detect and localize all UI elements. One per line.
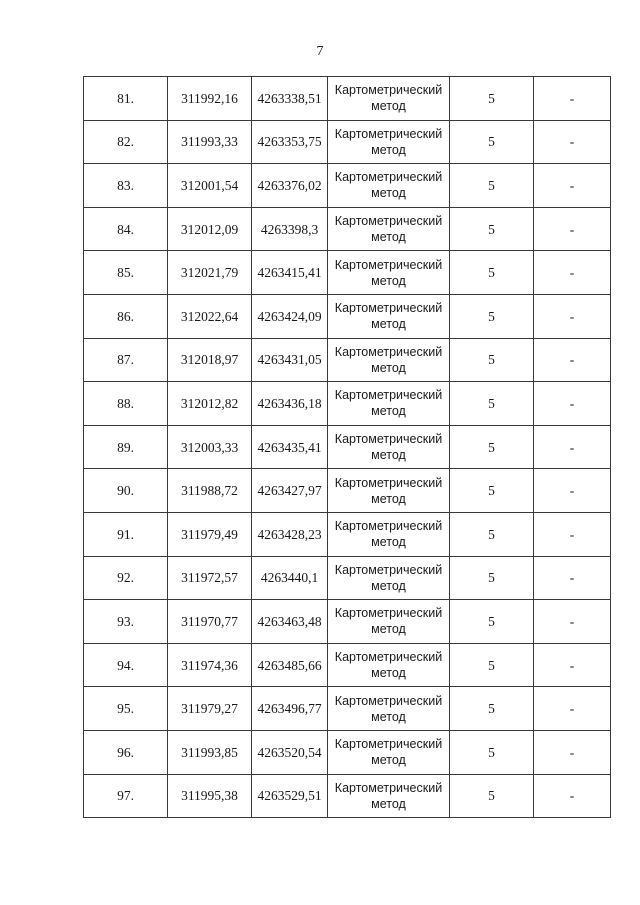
accuracy-cell: 5 xyxy=(450,469,534,513)
coordinates-table-body xyxy=(84,77,611,818)
accuracy-cell: 5 xyxy=(450,687,534,731)
method-cell xyxy=(328,512,450,556)
accuracy-cell: 5 xyxy=(450,294,534,338)
method-line-2: метод xyxy=(371,535,406,550)
method-cell xyxy=(328,338,450,382)
page-number: 7 xyxy=(316,44,324,59)
point-number-cell: 82. xyxy=(84,120,168,164)
point-number-cell: 93. xyxy=(84,600,168,644)
method-cell xyxy=(328,774,450,818)
y-coordinate-cell: 4263520,54 xyxy=(252,730,328,774)
point-number-cell: 84. xyxy=(84,207,168,251)
table-row xyxy=(84,687,611,731)
method-line-2: метод xyxy=(371,796,406,811)
table-row xyxy=(84,120,611,164)
method-line-2: метод xyxy=(371,273,406,288)
method-cell xyxy=(328,556,450,600)
method-cell xyxy=(328,687,450,731)
method-line-2: метод xyxy=(371,317,406,332)
y-coordinate-cell: 4263398,3 xyxy=(252,207,328,251)
x-coordinate-cell: 312022,64 xyxy=(168,294,252,338)
method-cell xyxy=(328,77,450,121)
note-cell: - xyxy=(534,294,611,338)
accuracy-cell: 5 xyxy=(450,164,534,208)
accuracy-cell: 5 xyxy=(450,512,534,556)
x-coordinate-cell: 311970,77 xyxy=(168,600,252,644)
method-line-1: Картометрический xyxy=(334,170,443,185)
point-number-cell: 88. xyxy=(84,382,168,426)
point-number-cell: 83. xyxy=(84,164,168,208)
method-line-2: метод xyxy=(371,186,406,201)
note-cell: - xyxy=(534,512,611,556)
note-cell: - xyxy=(534,338,611,382)
method-cell xyxy=(328,251,450,295)
note-cell: - xyxy=(534,207,611,251)
method-cell xyxy=(328,469,450,513)
table-row xyxy=(84,338,611,382)
coordinates-table xyxy=(83,76,611,818)
note-cell: - xyxy=(534,251,611,295)
method-line-1: Картометрический xyxy=(334,83,443,98)
point-number-cell: 85. xyxy=(84,251,168,295)
method-line-1: Картометрический xyxy=(334,562,443,577)
point-number-cell: 94. xyxy=(84,643,168,687)
method-line-2: метод xyxy=(371,142,406,157)
accuracy-cell: 5 xyxy=(450,774,534,818)
method-line-2: метод xyxy=(371,753,406,768)
y-coordinate-cell: 4263440,1 xyxy=(252,556,328,600)
point-number-cell: 81. xyxy=(84,77,168,121)
y-coordinate-cell: 4263529,51 xyxy=(252,774,328,818)
table-row xyxy=(84,600,611,644)
x-coordinate-cell: 312001,54 xyxy=(168,164,252,208)
method-line-2: метод xyxy=(371,709,406,724)
method-line-2: метод xyxy=(371,360,406,375)
point-number-cell: 89. xyxy=(84,425,168,469)
accuracy-cell: 5 xyxy=(450,338,534,382)
method-cell xyxy=(328,730,450,774)
point-number-cell: 91. xyxy=(84,512,168,556)
method-line-1: Картометрический xyxy=(334,344,443,359)
accuracy-cell: 5 xyxy=(450,730,534,774)
method-line-1: Картометрический xyxy=(334,780,443,795)
y-coordinate-cell: 4263496,77 xyxy=(252,687,328,731)
method-line-1: Картометрический xyxy=(334,475,443,490)
method-cell xyxy=(328,164,450,208)
table-row xyxy=(84,207,611,251)
accuracy-cell: 5 xyxy=(450,382,534,426)
y-coordinate-cell: 4263436,18 xyxy=(252,382,328,426)
accuracy-cell: 5 xyxy=(450,643,534,687)
method-line-1: Картометрический xyxy=(334,650,443,665)
method-line-1: Картометрический xyxy=(334,257,443,272)
x-coordinate-cell: 311972,57 xyxy=(168,556,252,600)
point-number-cell: 97. xyxy=(84,774,168,818)
note-cell: - xyxy=(534,600,611,644)
x-coordinate-cell: 311979,27 xyxy=(168,687,252,731)
table-row xyxy=(84,77,611,121)
method-line-2: метод xyxy=(371,448,406,463)
y-coordinate-cell: 4263376,02 xyxy=(252,164,328,208)
point-number-cell: 92. xyxy=(84,556,168,600)
method-line-1: Картометрический xyxy=(334,432,443,447)
y-coordinate-cell: 4263428,23 xyxy=(252,512,328,556)
table-row xyxy=(84,469,611,513)
table-row xyxy=(84,382,611,426)
x-coordinate-cell: 311993,85 xyxy=(168,730,252,774)
note-cell: - xyxy=(534,425,611,469)
y-coordinate-cell: 4263431,05 xyxy=(252,338,328,382)
method-line-1: Картометрический xyxy=(334,214,443,229)
method-line-1: Картометрический xyxy=(334,693,443,708)
method-line-2: метод xyxy=(371,404,406,419)
y-coordinate-cell: 4263415,41 xyxy=(252,251,328,295)
point-number-cell: 95. xyxy=(84,687,168,731)
method-line-1: Картометрический xyxy=(334,606,443,621)
y-coordinate-cell: 4263435,41 xyxy=(252,425,328,469)
x-coordinate-cell: 312012,82 xyxy=(168,382,252,426)
x-coordinate-cell: 312003,33 xyxy=(168,425,252,469)
note-cell: - xyxy=(534,643,611,687)
method-cell xyxy=(328,600,450,644)
method-line-2: метод xyxy=(371,622,406,637)
y-coordinate-cell: 4263427,97 xyxy=(252,469,328,513)
method-line-1: Картометрический xyxy=(334,301,443,316)
note-cell: - xyxy=(534,164,611,208)
x-coordinate-cell: 312018,97 xyxy=(168,338,252,382)
note-cell: - xyxy=(534,774,611,818)
y-coordinate-cell: 4263424,09 xyxy=(252,294,328,338)
method-cell xyxy=(328,643,450,687)
accuracy-cell: 5 xyxy=(450,556,534,600)
method-line-2: метод xyxy=(371,230,406,245)
method-cell xyxy=(328,120,450,164)
table-row xyxy=(84,164,611,208)
table-row xyxy=(84,512,611,556)
note-cell: - xyxy=(534,469,611,513)
method-cell xyxy=(328,294,450,338)
table-row xyxy=(84,730,611,774)
point-number-cell: 87. xyxy=(84,338,168,382)
method-line-1: Картометрический xyxy=(334,737,443,752)
x-coordinate-cell: 311988,72 xyxy=(168,469,252,513)
y-coordinate-cell: 4263353,75 xyxy=(252,120,328,164)
method-line-2: метод xyxy=(371,99,406,114)
point-number-cell: 96. xyxy=(84,730,168,774)
x-coordinate-cell: 312021,79 xyxy=(168,251,252,295)
x-coordinate-cell: 311992,16 xyxy=(168,77,252,121)
table-row xyxy=(84,774,611,818)
accuracy-cell: 5 xyxy=(450,77,534,121)
accuracy-cell: 5 xyxy=(450,251,534,295)
y-coordinate-cell: 4263463,48 xyxy=(252,600,328,644)
x-coordinate-cell: 311993,33 xyxy=(168,120,252,164)
accuracy-cell: 5 xyxy=(450,120,534,164)
method-line-2: метод xyxy=(371,578,406,593)
method-line-2: метод xyxy=(371,666,406,681)
y-coordinate-cell: 4263338,51 xyxy=(252,77,328,121)
accuracy-cell: 5 xyxy=(450,207,534,251)
method-cell xyxy=(328,425,450,469)
table-row xyxy=(84,251,611,295)
table-row xyxy=(84,425,611,469)
note-cell: - xyxy=(534,556,611,600)
x-coordinate-cell: 311979,49 xyxy=(168,512,252,556)
method-line-2: метод xyxy=(371,491,406,506)
x-coordinate-cell: 311974,36 xyxy=(168,643,252,687)
accuracy-cell: 5 xyxy=(450,425,534,469)
method-line-1: Картометрический xyxy=(334,388,443,403)
note-cell: - xyxy=(534,120,611,164)
table-row xyxy=(84,556,611,600)
method-cell xyxy=(328,382,450,426)
method-line-1: Картометрический xyxy=(334,126,443,141)
x-coordinate-cell: 311995,38 xyxy=(168,774,252,818)
method-cell xyxy=(328,207,450,251)
accuracy-cell: 5 xyxy=(450,600,534,644)
point-number-cell: 90. xyxy=(84,469,168,513)
x-coordinate-cell: 312012,09 xyxy=(168,207,252,251)
note-cell: - xyxy=(534,687,611,731)
note-cell: - xyxy=(534,77,611,121)
point-number-cell: 86. xyxy=(84,294,168,338)
table-row xyxy=(84,294,611,338)
note-cell: - xyxy=(534,730,611,774)
method-line-1: Картометрический xyxy=(334,519,443,534)
y-coordinate-cell: 4263485,66 xyxy=(252,643,328,687)
table-row xyxy=(84,643,611,687)
note-cell: - xyxy=(534,382,611,426)
